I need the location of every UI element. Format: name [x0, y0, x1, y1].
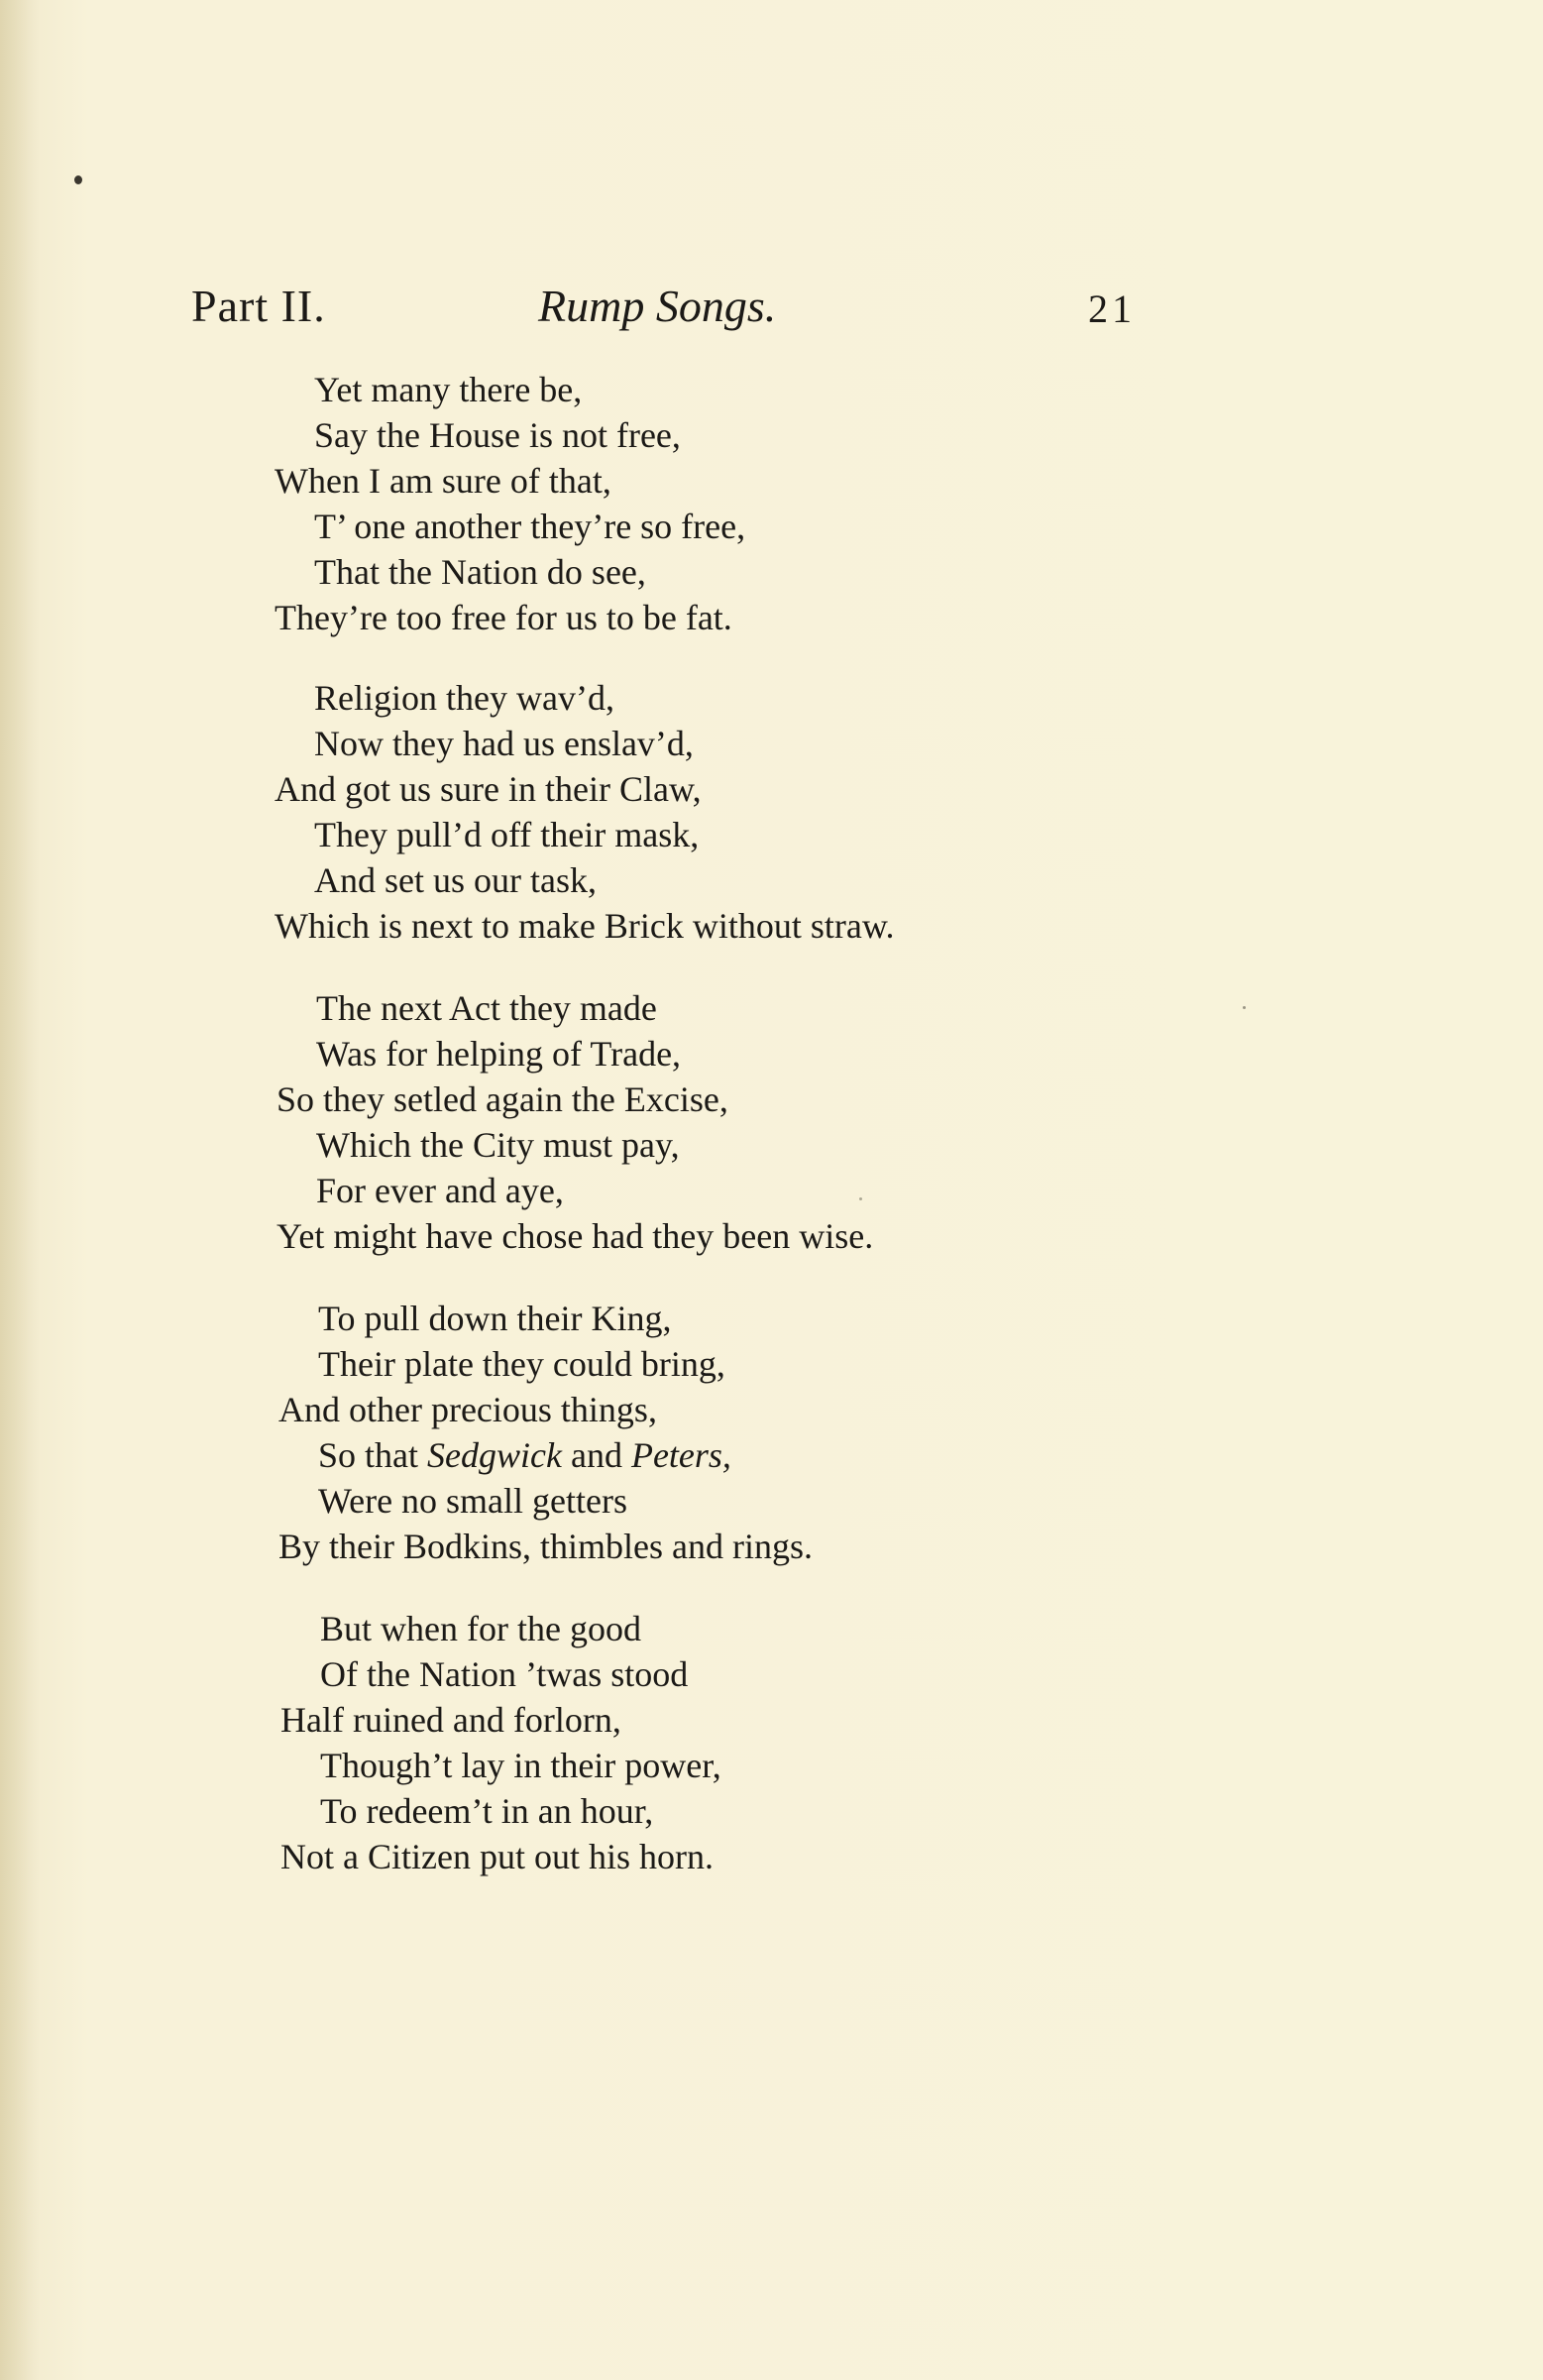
verse-text: So that: [318, 1435, 428, 1475]
header-part-label: Part II.: [191, 281, 326, 331]
verse-line: So they setled again the Excise,: [276, 1079, 728, 1119]
verse-line: That the Nation do see,: [314, 552, 646, 592]
verse-line: When I am sure of that,: [275, 461, 611, 501]
verse-line: Now they had us enslav’d,: [314, 724, 694, 763]
verse-line: To redeem’t in an hour,: [320, 1791, 654, 1831]
verse-line: Was for helping of Trade,: [316, 1034, 682, 1074]
verse-line: They’re too free for us to be fat.: [275, 598, 732, 637]
stanza-5: [0, 1606, 1543, 1879]
verse-line: Yet might have chose had they been wise.: [276, 1216, 874, 1256]
verse-line: Though’t lay in their power,: [320, 1746, 721, 1785]
print-speck: [74, 175, 82, 184]
verse-line: Yet many there be,: [314, 370, 583, 409]
verse-line: And other precious things,: [278, 1390, 657, 1429]
verse-line: They pull’d off their mask,: [314, 815, 700, 854]
verse-line: Their plate they could bring,: [318, 1344, 725, 1384]
verse-line: Religion they wav’d,: [314, 678, 614, 718]
poem-body: [0, 367, 1543, 1916]
stanza-1: [0, 367, 1543, 640]
stanza-4: [0, 1296, 1543, 1569]
verse-line: By their Bodkins, thimbles and rings.: [278, 1527, 813, 1566]
header-book-title: Rump Songs.: [538, 281, 777, 331]
verse-line: Were no small getters: [318, 1481, 627, 1521]
verse-line: Not a Citizen put out his horn.: [280, 1837, 714, 1876]
verse-line: To pull down their King,: [318, 1299, 672, 1338]
page-number: 21: [1088, 286, 1136, 331]
verse-text: and: [561, 1435, 631, 1475]
verse-line: Of the Nation ’twas stood: [320, 1654, 689, 1694]
italic-name-peters: Peters,: [630, 1435, 731, 1475]
verse-line: And got us sure in their Claw,: [275, 769, 702, 809]
verse-line-with-names: [0, 1432, 1543, 1478]
verse-line: Say the House is not free,: [314, 415, 681, 455]
verse-line: For ever and aye,: [316, 1171, 564, 1210]
verse-line: Which the City must pay,: [316, 1125, 680, 1165]
italic-name-sedgwick: Sedgwick: [427, 1435, 562, 1475]
running-header: [0, 280, 1543, 339]
verse-line: And set us our task,: [314, 860, 597, 900]
verse-line: Half ruined and forlorn,: [280, 1700, 621, 1740]
stanza-2: [0, 675, 1543, 949]
stanza-3: [0, 985, 1543, 1259]
verse-line: But when for the good: [320, 1609, 641, 1648]
verse-line: T’ one another they’re so free,: [314, 507, 746, 546]
verse-line: Which is next to make Brick without straw.: [275, 906, 895, 946]
verse-line: The next Act they made: [316, 988, 657, 1028]
